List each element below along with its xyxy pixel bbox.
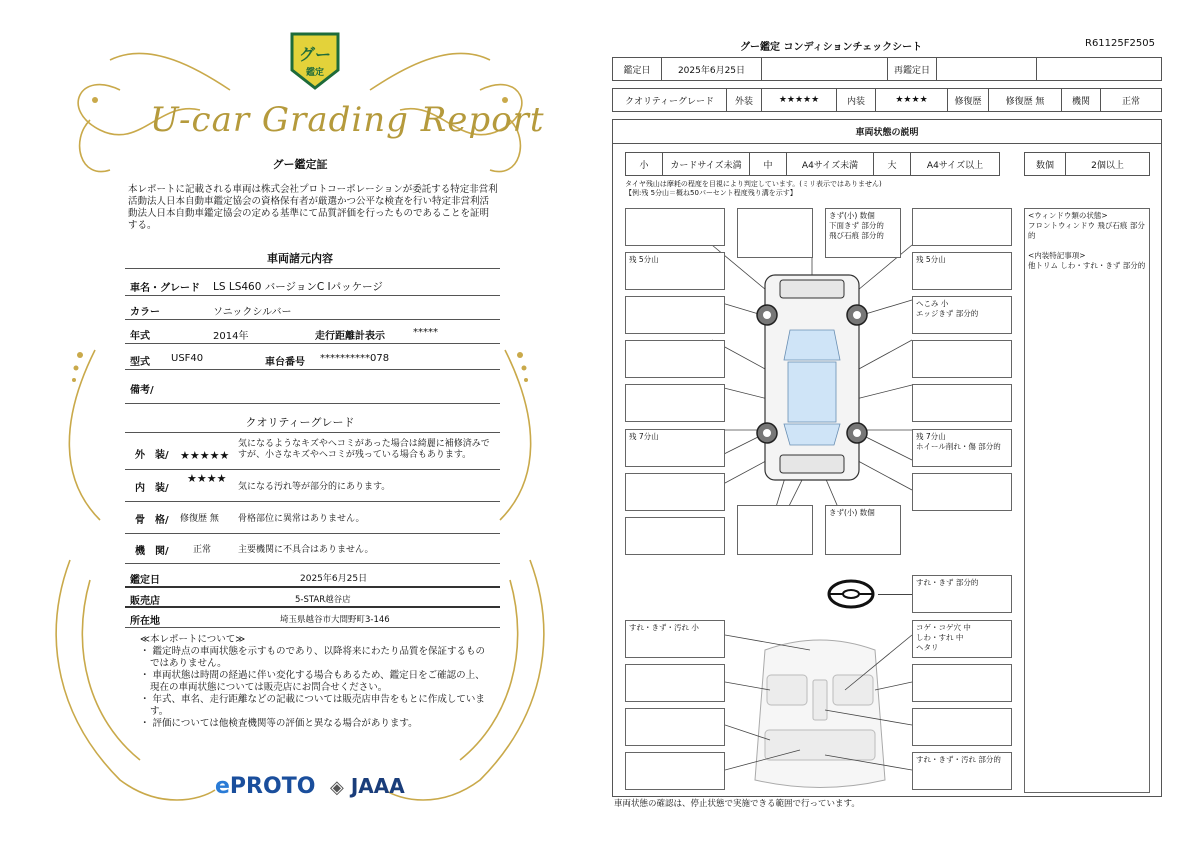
spec-chassis-value: **********078 bbox=[320, 353, 390, 364]
leader-line bbox=[878, 594, 912, 595]
sheet-repair-label: 修復歴 bbox=[947, 88, 989, 112]
spec-row-color bbox=[125, 296, 500, 320]
svg-text:グー: グー bbox=[298, 45, 332, 64]
spec-model-label: 型式 bbox=[130, 357, 150, 368]
quality-interior-label: 内 装/ bbox=[135, 483, 169, 494]
quality-frame-desc: 骨格部位に異常はありません。 bbox=[238, 514, 365, 524]
tire-note-example: 【例:残 5分山＝概ね50パーセント程度残り溝を示す】 bbox=[625, 189, 797, 197]
report-script-title: U-car Grading Report bbox=[150, 100, 545, 140]
legend-large: 大 bbox=[873, 152, 911, 176]
quality-engine-value: 正常 bbox=[193, 545, 212, 555]
info-shop-label: 販売店 bbox=[130, 596, 160, 607]
spec-row-model bbox=[125, 346, 500, 370]
right-front-box: へこみ 小 エッジきず 部分的 bbox=[912, 296, 1012, 334]
quality-engine-label: 機 関/ bbox=[135, 546, 169, 557]
spec-row-remarks bbox=[125, 374, 500, 404]
quality-frame-value: 修復歴 無 bbox=[180, 514, 219, 524]
exterior-box bbox=[625, 340, 725, 378]
exterior-box bbox=[912, 340, 1012, 378]
interior-box bbox=[625, 708, 725, 746]
sheet-quality-label: クオリティーグレード bbox=[612, 88, 727, 112]
info-date-label: 鑑定日 bbox=[130, 575, 160, 586]
jaaa-logo bbox=[330, 774, 405, 798]
tire-note: タイヤ残山は摩耗の程度を目視により判定しています。(ミリ表示ではありません) bbox=[625, 180, 882, 188]
quality-exterior-label: 外 装/ bbox=[135, 450, 169, 461]
spec-model-value: USF40 bbox=[171, 353, 204, 364]
exterior-box bbox=[625, 208, 725, 246]
interior-rear-box: すれ・きず・汚れ 部分的 bbox=[912, 752, 1012, 790]
specs-divider bbox=[125, 268, 500, 269]
sheet-reinspect-value bbox=[936, 57, 1037, 81]
specs-heading: 車両諸元内容 bbox=[267, 252, 333, 265]
quality-row-engine bbox=[125, 534, 500, 564]
quality-engine-desc: 主要機関に不具合はありません。 bbox=[238, 545, 374, 555]
info-row-address bbox=[125, 608, 500, 628]
info-shop-value: 5-STAR越谷店 bbox=[295, 595, 351, 605]
exterior-box bbox=[912, 384, 1012, 422]
proto-logo-text: PROTO bbox=[229, 774, 316, 799]
sheet-title: グー鑑定 コンディションチェックシート bbox=[740, 42, 923, 53]
spec-row-year bbox=[125, 320, 500, 344]
spec-remarks-label: 備考/ bbox=[130, 385, 154, 396]
goo-appraisal-badge-icon bbox=[288, 30, 342, 92]
quality-row-interior bbox=[125, 470, 500, 502]
exterior-box bbox=[737, 208, 813, 258]
legend-count-desc: 2個以上 bbox=[1065, 152, 1150, 176]
exterior-box bbox=[737, 505, 813, 555]
proto-mark-icon: e bbox=[215, 774, 230, 799]
exterior-box bbox=[625, 473, 725, 511]
note-item: ・ 評価については他検査機関等の評価と異なる場合があります。 bbox=[140, 718, 418, 729]
sheet-engine-value: 正常 bbox=[1100, 88, 1162, 112]
interior-box bbox=[625, 664, 725, 702]
sheet-date-label: 鑑定日 bbox=[612, 57, 662, 81]
spec-mileage-value: ***** bbox=[413, 327, 438, 338]
window-interior-notes: <ウィンドウ類の状態> フロントウィンドウ 飛び石痕 部分的 <内装特記事項> 他トリム しわ・すれ・きず 部分的 bbox=[1024, 208, 1150, 793]
tire-rear-right-box: 残 7分山 ホイール削れ・傷 部分的 bbox=[912, 429, 1012, 467]
sheet-id: R61125F2505 bbox=[1085, 38, 1155, 49]
info-address-label: 所在地 bbox=[130, 616, 160, 627]
spec-chassis-label: 車台番号 bbox=[265, 357, 305, 368]
legend-mid: 中 bbox=[749, 152, 787, 176]
tire-rear-left-box: 残 7分山 bbox=[625, 429, 725, 467]
exterior-box bbox=[625, 517, 725, 555]
interior-front-left-box: すれ・きず・汚れ 小 bbox=[625, 620, 725, 658]
spec-color-label: カラー bbox=[130, 307, 160, 318]
interior-box bbox=[912, 708, 1012, 746]
interior-box bbox=[625, 752, 725, 790]
info-row-shop bbox=[125, 588, 500, 608]
spec-name-label: 車名・グレード bbox=[130, 283, 200, 294]
exterior-box bbox=[625, 384, 725, 422]
car-interior-diagram bbox=[725, 630, 915, 795]
exterior-box bbox=[625, 296, 725, 334]
note-item: ・ 年式、車名、走行距離などの記載については販売店申告をもとに作成しています。 bbox=[140, 694, 485, 717]
info-row-date bbox=[125, 566, 500, 588]
jaaa-logo-text: JAAA bbox=[350, 774, 405, 798]
legend-mid-desc: A4サイズ未満 bbox=[786, 152, 874, 176]
quality-interior-stars: ★★★★ bbox=[187, 472, 227, 485]
condition-heading: 車両状態の説明 bbox=[612, 119, 1162, 144]
sheet-reinspect-label: 再鑑定日 bbox=[887, 57, 937, 81]
quality-row-frame bbox=[125, 502, 500, 534]
spec-name-value: LS LS460 バージョンC Iパッケージ bbox=[213, 281, 383, 293]
spec-color-value: ソニックシルバー bbox=[213, 307, 292, 318]
certificate-intro: 本レポートに記載される車両は株式会社プロトコーポレーションが委託する特定非営利活動法人日本自動車鑑定協会の資格保有者が厳選かつ公平な検査を行い特定非営利活動法人日本自動車鑑定協会の定める基準にて品質評価を行ったものであることを証明する。 bbox=[128, 184, 498, 231]
sheet-engine-label: 機関 bbox=[1061, 88, 1101, 112]
tire-front-right-box: 残 5分山 bbox=[912, 252, 1012, 290]
exterior-box bbox=[912, 473, 1012, 511]
legend-count: 数個 bbox=[1024, 152, 1066, 176]
note-item: ・ 鑑定時点の車両状態を示すものであり、以降将来にわたり品質を保証するものではありません。 bbox=[140, 646, 486, 669]
exterior-box bbox=[912, 208, 1012, 246]
sheet-interior-stars: ★★★★ bbox=[875, 88, 948, 112]
sheet-blank-cell bbox=[761, 57, 888, 81]
notes-heading: ≪本レポートについて≫ bbox=[140, 634, 246, 645]
sheet-interior-label: 内装 bbox=[836, 88, 876, 112]
jaaa-mark-icon: ◈ bbox=[330, 777, 344, 798]
spec-year-label: 年式 bbox=[130, 331, 150, 342]
quality-row-exterior bbox=[125, 436, 500, 470]
info-address-value: 埼玉県越谷市大間野町3-146 bbox=[280, 615, 390, 625]
quality-frame-label: 骨 格/ bbox=[135, 515, 169, 526]
quality-exterior-stars: ★★★★★ bbox=[180, 449, 230, 462]
legend-large-desc: A4サイズ以上 bbox=[910, 152, 1000, 176]
certificate-heading: グー鑑定証 bbox=[272, 158, 328, 171]
rear-center-box: きず(小) 数個 bbox=[825, 505, 901, 555]
quality-exterior-desc: 気になるようなキズやヘコミがあった場合は綺麗に補修済みですが、小さなキズやヘコミが残っている場合もあります。 bbox=[238, 439, 490, 460]
sheet-date-value: 2025年6月25日 bbox=[661, 57, 762, 81]
interior-right-box: コゲ・コゲ穴 中 しわ・すれ 中 ヘタリ bbox=[912, 620, 1012, 658]
info-date-value: 2025年6月25日 bbox=[300, 574, 368, 584]
quality-divider bbox=[125, 432, 500, 433]
quality-interior-desc: 気になる汚れ等が部分的にあります。 bbox=[238, 482, 391, 492]
sheet-exterior-label: 外装 bbox=[726, 88, 762, 112]
spec-year-value: 2014年 bbox=[213, 331, 249, 342]
spec-row-name bbox=[125, 272, 500, 296]
sheet-repair-value: 修復歴 無 bbox=[988, 88, 1062, 112]
spec-mileage-label: 走行距離計表示 bbox=[315, 331, 385, 342]
quality-heading: クオリティーグレード bbox=[245, 416, 355, 429]
interior-box bbox=[912, 664, 1012, 702]
note-item: ・ 車両状態は時間の経過に伴い変化する場合もあるため、鑑定日をご確認の上、現在の車両状態については販売店にお問合せください。 bbox=[140, 670, 485, 693]
svg-text:鑑定: 鑑定 bbox=[305, 68, 325, 78]
steering-box: すれ・きず 部分的 bbox=[912, 575, 1012, 613]
tire-front-left-box: 残 5分山 bbox=[625, 252, 725, 290]
proto-logo bbox=[215, 774, 315, 799]
front-center-box: きず(小) 数個 下面きず 部分的 飛び石痕 部分的 bbox=[825, 208, 901, 258]
report-notes bbox=[140, 634, 490, 730]
legend-small-desc: カードサイズ未満 bbox=[662, 152, 750, 176]
steering-wheel-icon bbox=[826, 578, 876, 610]
sheet-footer-note: 車両状態の確認は、停止状態で実施できる範囲で行っています。 bbox=[614, 799, 860, 809]
sheet-blank-cell bbox=[1036, 57, 1162, 81]
sheet-exterior-stars: ★★★★★ bbox=[761, 88, 837, 112]
legend-small: 小 bbox=[625, 152, 663, 176]
